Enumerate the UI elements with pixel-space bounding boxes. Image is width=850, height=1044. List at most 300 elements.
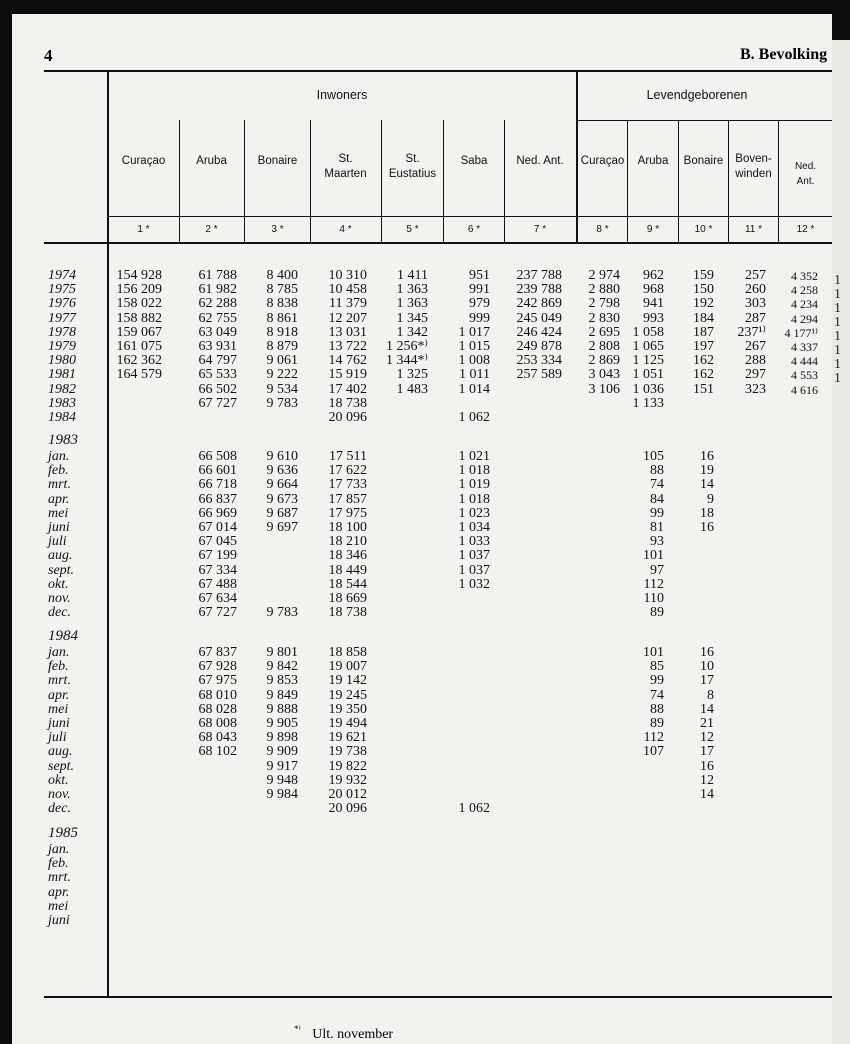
column-number-12: 12 * [796,224,815,235]
month-1983-row-cell-3: 9 687 [266,505,298,521]
year-row-cell-4: 18 738 [328,395,367,411]
month-1984-row-cell-10: 16 [700,758,714,774]
month-1983-row-cell-9: 97 [650,562,664,578]
year-row-cell-11: 237¹⁾ [737,324,766,340]
month-1984-row-cell-3: 9 801 [266,645,298,660]
month-1984-row-cell-10: 14 [700,787,714,802]
month-1984-row-cell-4: 20 012 [328,787,367,802]
month-1983-row-cell-2: 67 014 [198,520,237,535]
header-bottom-rule [44,242,832,244]
month-1985-row-label: mrt. [48,870,71,886]
month-1983-row-label: mrt. [48,477,71,493]
month-1983-row-cell-4: 17 857 [328,491,367,507]
month-1983-row-cell-4: 18 669 [328,591,367,606]
month-1984-row-cell-10: 17 [700,673,714,689]
right-page-fragment: 1 [834,371,841,386]
year-row-cell-5: 1 363 [396,296,428,312]
month-1983-row-cell-4: 18 210 [328,534,367,550]
month-1983-row-cell-10: 19 [700,463,714,479]
month-1983-row-label: juli [48,534,67,550]
year-row-cell-7: 239 788 [516,282,562,298]
month-1984-row-label: dec. [48,801,71,817]
year-row-cell-11: 297 [745,367,766,383]
month-1983-row-cell-2: 66 601 [198,463,237,479]
year-row-cell-9: 941 [643,296,664,312]
month-1984-row-cell-10: 10 [700,659,714,675]
month-1983-row-cell-9: 84 [650,491,664,507]
month-1984-row-cell-10: 16 [700,645,714,660]
column-header-5: St. Eustatius [388,153,437,180]
right-page-fragment: 1 [834,343,841,358]
year-row-cell-6: 1 015 [458,339,490,354]
year-row-cell-8: 2 808 [588,339,620,354]
year-row-cell-8: 2 830 [588,310,620,326]
month-1984-row-cell-2: 67 975 [198,673,237,689]
month-1983-row-cell-2: 67 634 [198,591,237,606]
month-1983-row-label: aug. [48,548,73,564]
year-row-cell-12: 4 337 [791,340,818,354]
month-1984-row-cell-4: 19 350 [328,701,367,717]
year-row-cell-2: 62 288 [198,296,237,312]
year-row-cell-12: 4 294 [791,311,818,326]
stub-divider [107,70,109,996]
month-1983-row-cell-6: 1 023 [458,505,490,521]
month-1984-row-cell-9: 112 [643,730,664,746]
month-1984-row-cell-3: 9 888 [266,701,298,717]
year-row-cell-6: 1 014 [458,381,490,397]
month-1984-row-cell-4: 19 822 [328,758,367,774]
month-1984-row-cell-3: 9 909 [266,744,298,760]
header-inwoners: Inwoners [316,88,368,102]
month-1984-row-cell-2: 68 010 [198,687,237,703]
column-number-4: 4 * [339,224,352,235]
year-row-cell-11: 257 [745,268,766,283]
month-1984-row-cell-10: 14 [700,701,714,717]
month-1983-row-cell-2: 66 969 [198,505,237,521]
year-row-cell-6: 1 011 [459,367,490,383]
year-row-cell-9: 962 [643,268,664,283]
year-row-cell-7: 245 049 [516,310,562,326]
month-1984-row-label: apr. [48,687,70,703]
month-1983-row-cell-2: 66 837 [198,491,237,507]
month-1985-row-label: jan. [48,842,70,857]
right-page-fragment: 1 [834,329,841,344]
year-row-cell-5: 1 342 [396,324,428,340]
column-number-8: 8 * [596,224,609,235]
month-1984-row-cell-4: 19 245 [328,687,367,703]
year-row-cell-10: 184 [693,310,714,326]
year-row-cell-10: 192 [693,296,714,312]
year-row-cell-3: 8 838 [266,296,298,312]
month-1983-row-cell-6: 1 037 [458,562,490,578]
year-row-cell-2: 63 049 [198,324,237,340]
month-1983-row-cell-10: 14 [700,477,714,493]
month-1984-row-cell-4: 19 142 [328,673,367,689]
year-row-label: 1977 [48,310,76,326]
month-1983-row-cell-9: 105 [643,449,664,464]
year-row-cell-8: 2 974 [588,268,620,283]
year-row-cell-2: 63 931 [198,339,237,354]
year-row-label: 1976 [48,296,76,312]
month-1983-row-cell-6: 1 019 [458,477,490,493]
year-row-cell-3: 8 785 [266,282,298,298]
year-row-label: 1974 [48,268,76,283]
month-1983-row-cell-10: 18 [700,505,714,521]
year-row-cell-6: 1 017 [458,324,490,340]
year-row-cell-4: 20 096 [328,410,367,425]
month-1984-row-cell-9: 107 [643,744,664,760]
year-row-cell-2: 62 755 [198,310,237,326]
column-header-1: Curaçao [121,155,166,167]
year-row-cell-11: 260 [745,282,766,298]
month-1984-row-cell-9: 88 [650,701,664,717]
column-header-7: Ned. Ant. [516,155,564,167]
month-1983-row-cell-6: 1 037 [458,548,490,564]
column-number-2: 2 * [205,224,218,235]
month-1983-row-cell-2: 67 488 [198,576,237,592]
month-1985-row-label: mei [48,898,69,914]
month-1983-row-label: dec. [48,605,71,621]
month-1983-row-cell-9: 89 [650,605,664,621]
year-row-cell-3: 8 861 [266,310,298,326]
month-1984-row-cell-2: 68 043 [198,730,237,746]
month-1984-row-cell-4: 19 494 [328,716,367,731]
month-1984-row-label: jan. [48,645,70,660]
year-row-cell-6: 1 008 [458,353,490,369]
year-row-cell-4: 10 458 [328,282,367,298]
year-row-cell-4: 13 031 [328,324,367,340]
month-1983-row-cell-4: 18 738 [328,605,367,621]
month-1984-row-cell-2: 68 028 [198,701,237,717]
month-1983-row-cell-6: 1 033 [458,534,490,550]
month-1983-row-cell-4: 18 544 [328,576,367,592]
year-row-cell-1: 154 928 [116,268,162,283]
year-row-cell-3: 8 400 [266,268,298,283]
month-1984-row-cell-10: 17 [700,744,714,760]
month-1984-row-cell-9: 74 [650,687,664,703]
column-number-7: 7 * [533,224,547,235]
year-row-cell-4: 17 402 [328,381,367,397]
year-row-cell-8: 3 106 [588,381,620,397]
month-1983-row-cell-2: 66 508 [198,449,237,464]
year-row-cell-5: 1 411 [397,268,428,283]
month-1983-row-cell-6: 1 034 [458,520,490,535]
month-1984-row-cell-9: 89 [650,716,664,731]
month-1984-row-cell-2: 67 837 [198,645,237,660]
year-row-cell-11: 267 [745,339,766,354]
year-row-cell-1: 159 067 [116,324,162,340]
year-row-cell-12: 4 234 [791,297,818,312]
column-header-11: Boven- winden [735,153,772,180]
year-row-cell-3: 9 783 [266,395,298,411]
column-number-5: 5 * [406,224,419,235]
month-1984-row-label: juli [48,730,67,746]
year-row-cell-11: 323 [745,381,766,397]
month-1983-row-cell-10: 16 [700,520,714,535]
month-1983-row-cell-3: 9 783 [266,605,298,621]
year-row-cell-2: 67 727 [198,395,237,411]
year-row-cell-9: 1 125 [632,353,664,369]
year-row-cell-2: 61 982 [198,282,237,298]
year-row-cell-2: 65 533 [198,367,237,383]
year-row-cell-6: 991 [469,282,490,298]
month-1984-row-cell-2: 68 102 [198,744,237,760]
column-header-10: Bonaire [683,155,724,167]
year-row-cell-4: 12 207 [328,310,367,326]
month-1983-row-cell-4: 17 511 [329,449,367,464]
year-row-cell-7: 249 878 [516,339,562,354]
year-row-cell-8: 3 043 [588,367,620,383]
year-row-cell-1: 158 882 [116,310,162,326]
year-row-cell-10: 197 [693,339,714,354]
year-row-cell-8: 2 880 [588,282,620,298]
header-levendgeborenen: Levendgeborenen [646,88,748,102]
year-row-cell-2: 66 502 [198,381,237,397]
month-1983-row-cell-6: 1 021 [458,449,490,464]
year-row-cell-1: 156 209 [116,282,162,298]
year-row-cell-11: 287 [745,310,766,326]
year-row-cell-11: 288 [745,353,766,369]
month-1984-row-label: mei [48,701,69,717]
month-1983-row-label: sept. [48,562,75,578]
month-1984-row-cell-10: 12 [700,772,714,788]
month-1983-row-cell-10: 9 [707,491,714,507]
right-page-fragment: 1 [834,357,841,372]
year-row-cell-12: 4 553 [791,368,818,383]
colnum-rule [107,216,832,217]
month-1983-row-label: mei [48,505,69,521]
month-1984-row-cell-10: 8 [707,687,714,703]
column-number-10: 10 * [694,224,713,235]
year-row-cell-9: 1 133 [632,395,664,411]
year-row-cell-9: 993 [643,310,664,326]
month-1983-row-cell-6: 1 032 [458,576,490,592]
month-1983-row-cell-2: 66 718 [198,477,237,493]
column-number-1: 1 * [137,224,150,235]
month-1985-row-label: feb. [48,856,69,872]
column-number-3: 3 * [271,224,284,235]
month-1984-row-cell-4: 19 932 [328,772,367,788]
year-row-cell-12: 4 616 [791,382,818,397]
month-1984-row-cell-10: 21 [700,716,714,731]
year-row-cell-3: 9 534 [266,381,298,397]
month-1983-row-cell-6: 1 018 [458,463,490,479]
year-row-cell-3: 8 918 [266,324,298,340]
year-row-cell-12: 4 444 [791,354,818,369]
month-1983-row-cell-4: 18 100 [328,520,367,535]
year-row-cell-10: 162 [693,367,714,383]
month-1984-row-cell-3: 9 853 [266,673,298,689]
year-row-cell-7: 242 869 [516,296,562,312]
footnote-text: Ult. november [312,1026,394,1042]
year-row-cell-8: 2 695 [588,324,620,340]
month-1983-row-label: nov. [48,591,71,606]
month-1984-row-cell-3: 9 849 [266,687,298,703]
year-row-cell-8: 2 798 [588,296,620,312]
month-1984-row-cell-4: 19 621 [328,730,367,746]
right-page-fragment: 1 [834,315,841,330]
column-header-8: Curaçao [580,155,625,167]
year-row-cell-10: 150 [693,282,714,298]
year-row-label: 1981 [48,367,76,383]
month-1983-row-cell-3: 9 610 [266,449,298,464]
year-row-label: 1979 [48,339,76,354]
month-1983-row-cell-6: 1 018 [458,491,490,507]
month-1983-row-cell-9: 112 [643,576,664,592]
month-1983-row-cell-4: 17 622 [328,463,367,479]
year-row-cell-4: 10 310 [328,268,367,283]
month-1985-row-label: juni [48,913,70,928]
year-row-cell-5: 1 363 [396,282,428,298]
year-row-cell-3: 9 222 [266,367,298,383]
column-header-12: Ned. Ant. [794,161,817,187]
month-1984-row-label: sept. [48,758,75,774]
year-row-cell-1: 162 362 [116,353,162,369]
month-1983-row-cell-9: 81 [650,520,664,535]
year-row-cell-3: 9 061 [266,353,298,369]
month-1984-row-label: feb. [48,659,69,675]
month-1984-row-cell-3: 9 917 [266,758,298,774]
year-row-cell-1: 161 075 [116,339,162,354]
document-page [12,14,832,1044]
month-1983-row-label: juni [48,520,70,535]
year-row-cell-9: 968 [643,282,664,298]
year-row-cell-12: 4 177¹⁾ [784,325,818,340]
month-1984-row-cell-10: 12 [700,730,714,746]
month-1984-row-label: mrt. [48,673,71,689]
column-number-6: 6 * [467,224,481,235]
year-row-cell-5: 1 256*⁾ [386,339,428,354]
month-1983-row-cell-4: 17 733 [328,477,367,493]
month-1983-row-cell-3: 9 636 [266,463,298,479]
month-1983-row-cell-3: 9 697 [266,520,298,535]
year-row-label: 1980 [48,353,76,369]
month-1983-row-cell-9: 99 [650,505,664,521]
month-1983-row-cell-3: 9 664 [266,477,298,493]
year-row-cell-4: 11 379 [329,296,367,312]
year-row-label: 1978 [48,324,76,340]
year-row-cell-12: 4 352 [791,269,818,283]
column-header-6: Saba [460,155,488,167]
column-number-9: 9 * [646,224,660,235]
month-1984-row-cell-3: 9 842 [266,659,298,675]
year-row-cell-6: 999 [469,310,490,326]
year-row-cell-12: 4 258 [791,283,818,298]
column-header-4: St. Maarten [324,153,367,180]
group-1984-heading: 1984 [48,628,78,644]
month-1984-row-cell-3: 9 898 [266,730,298,746]
column-header-9: Aruba [637,155,669,167]
year-row-label: 1975 [48,282,76,298]
month-1983-row-cell-4: 18 346 [328,548,367,564]
column-header-3: Bonaire [257,155,298,167]
year-row-cell-6: 951 [469,268,490,283]
footnote-mark: *⁾ [294,1024,301,1034]
year-row-cell-10: 159 [693,268,714,283]
month-1983-row-cell-9: 88 [650,463,664,479]
year-row-cell-9: 1 058 [632,324,664,340]
month-1985-row-label: apr. [48,884,70,900]
group-1985-heading: 1985 [48,825,78,841]
month-1984-row-cell-4: 19 738 [328,744,367,760]
month-1984-row-label: aug. [48,744,73,760]
year-row-cell-5: 1 325 [396,367,428,383]
right-page-fragment: 1 [834,287,841,302]
year-row-cell-5: 1 345 [396,310,428,326]
month-1983-row-cell-3: 9 673 [266,491,298,507]
year-row-cell-2: 64 797 [198,353,237,369]
table-top-rule [44,70,832,72]
year-row-cell-5: 1 483 [396,381,428,397]
year-row-cell-7: 237 788 [516,268,562,283]
year-row-cell-10: 187 [693,324,714,340]
month-1984-row-cell-4: 19 007 [328,659,367,675]
section-title: B. Bevolking [740,46,828,63]
year-row-cell-10: 151 [693,381,714,397]
month-1984-row-label: nov. [48,787,71,802]
month-1983-row-label: apr. [48,491,70,507]
year-row-cell-5: 1 344*⁾ [386,353,428,369]
year-row-cell-8: 2 869 [588,353,620,369]
year-row-cell-6: 979 [469,296,490,312]
year-row-cell-7: 246 424 [516,324,562,340]
month-1984-row-label: okt. [48,772,69,788]
footnote [294,1024,393,1043]
month-1983-row-cell-2: 67 045 [198,534,237,550]
month-1983-row-cell-4: 18 449 [328,562,367,578]
group-1983-heading: 1983 [48,432,78,448]
month-1984-row-cell-2: 67 928 [198,659,237,675]
month-1984-row-cell-9: 99 [650,673,664,689]
year-row-cell-1: 164 579 [116,367,162,383]
month-1983-row-cell-2: 67 727 [198,605,237,621]
year-row-label: 1984 [48,410,76,425]
month-1983-row-label: jan. [48,449,70,464]
year-row-cell-6: 1 062 [458,410,490,425]
year-row-cell-2: 61 788 [198,268,237,283]
month-1983-row-cell-9: 93 [650,534,664,550]
year-row-cell-9: 1 065 [632,339,664,354]
month-1984-row-cell-3: 9 905 [266,716,298,731]
year-row-label: 1982 [48,381,76,397]
year-row-cell-9: 1 036 [632,381,664,397]
group-rule-right [577,120,832,121]
month-1984-row-cell-9: 101 [643,645,664,660]
month-1984-row-cell-3: 9 984 [266,787,298,802]
page-number: 4 [44,46,53,65]
month-1984-row-cell-3: 9 948 [266,772,298,788]
column-header-2: Aruba [196,155,227,167]
month-1983-row-cell-2: 67 334 [198,562,237,578]
month-1984-row-cell-4: 18 858 [328,645,367,660]
year-row-cell-11: 303 [745,296,766,312]
month-1983-row-cell-9: 110 [643,591,664,606]
column-number-11: 11 * [744,224,763,235]
month-1983-row-cell-4: 17 975 [328,505,367,521]
month-1983-row-label: okt. [48,576,69,592]
year-row-label: 1983 [48,395,76,411]
year-row-cell-4: 13 722 [328,339,367,354]
year-row-cell-7: 253 334 [516,353,562,369]
year-row-cell-1: 158 022 [116,296,162,312]
year-row-cell-4: 14 762 [328,353,367,369]
month-1983-row-cell-9: 74 [650,477,664,493]
month-1984-row-label: juni [48,716,70,731]
table-bottom-rule [44,996,832,998]
month-1984-row-cell-4: 20 096 [328,801,367,817]
right-page-fragment: 1 [834,301,841,316]
year-row-cell-10: 162 [693,353,714,369]
